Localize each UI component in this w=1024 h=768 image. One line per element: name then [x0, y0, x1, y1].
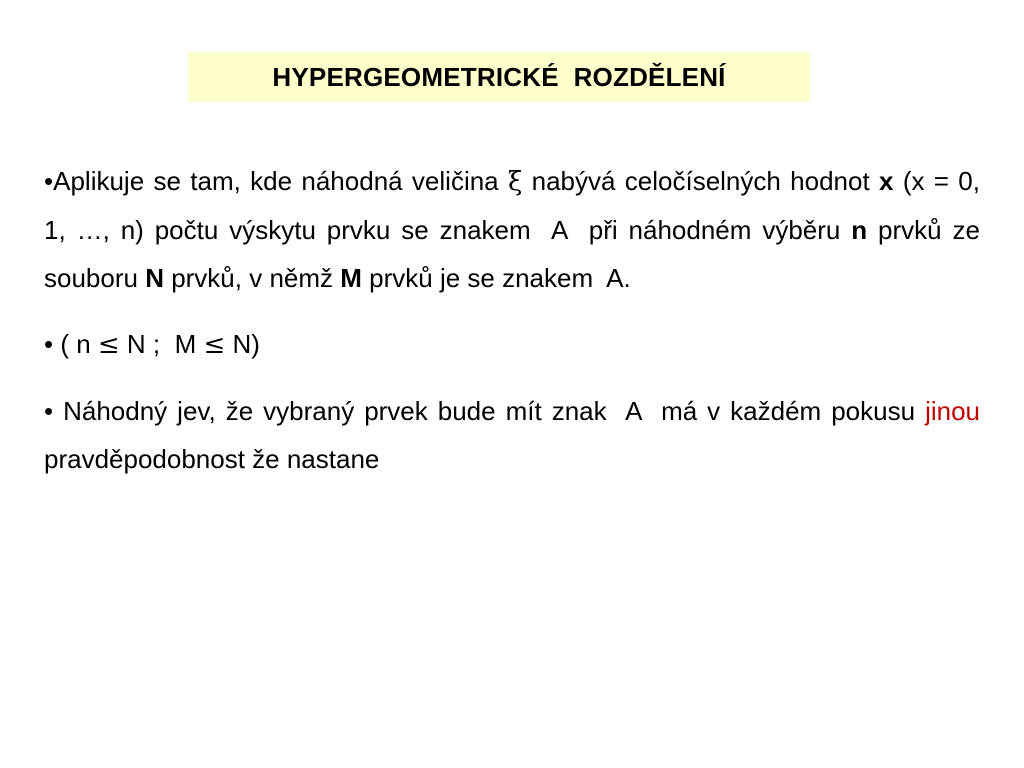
bullet-2-text-1: ( n: [53, 329, 98, 359]
highlighted-word: jinou: [925, 396, 980, 426]
bullet-3-text-1: Náhodný jev, že vybraný prvek bude mít znak A má v každém pokusu: [53, 396, 926, 426]
bullet-1-text-6: prvků je se znakem A.: [361, 263, 631, 293]
page-title: HYPERGEOMETRICKÉ ROZDĚLENÍ: [272, 61, 726, 92]
bullet-2-text-2: N ; M: [119, 329, 204, 359]
bullet-1-text-1: Aplikuje se tam, kde náhodná veličina: [53, 166, 508, 196]
bullet-marker: •: [44, 166, 54, 196]
variable-N: N: [145, 263, 164, 293]
less-equal-symbol: ≤: [97, 330, 120, 360]
bullet-1-text-4: prvků ze souboru: [44, 215, 988, 293]
variable-n: n: [851, 215, 868, 245]
bullet-1-text-5: prvků, v němž: [163, 263, 341, 293]
bullet-1-text-2: nabývá celočíselných hodnot: [522, 166, 880, 196]
bullet-item-2: [44, 320, 980, 369]
bullet-item-1: [44, 157, 988, 302]
variable-M: M: [340, 263, 362, 293]
bullet-1-text-3: (x = 0, 1, …, n) počtu výskytu prvku se znakem A při náhodném výběru: [44, 166, 988, 245]
less-equal-symbol: ≤: [203, 330, 226, 360]
bullet-marker: •: [44, 329, 54, 359]
bullet-3-text-2: pravděpodobnost že nastane: [44, 396, 988, 474]
title-box: [188, 52, 810, 102]
bullet-marker: •: [44, 396, 54, 426]
bullet-item-3: [44, 387, 988, 483]
xi-symbol: ξ: [507, 167, 523, 197]
slide-content: [44, 157, 988, 483]
bullet-2-text-3: N): [225, 329, 260, 359]
variable-x: x: [879, 166, 894, 196]
